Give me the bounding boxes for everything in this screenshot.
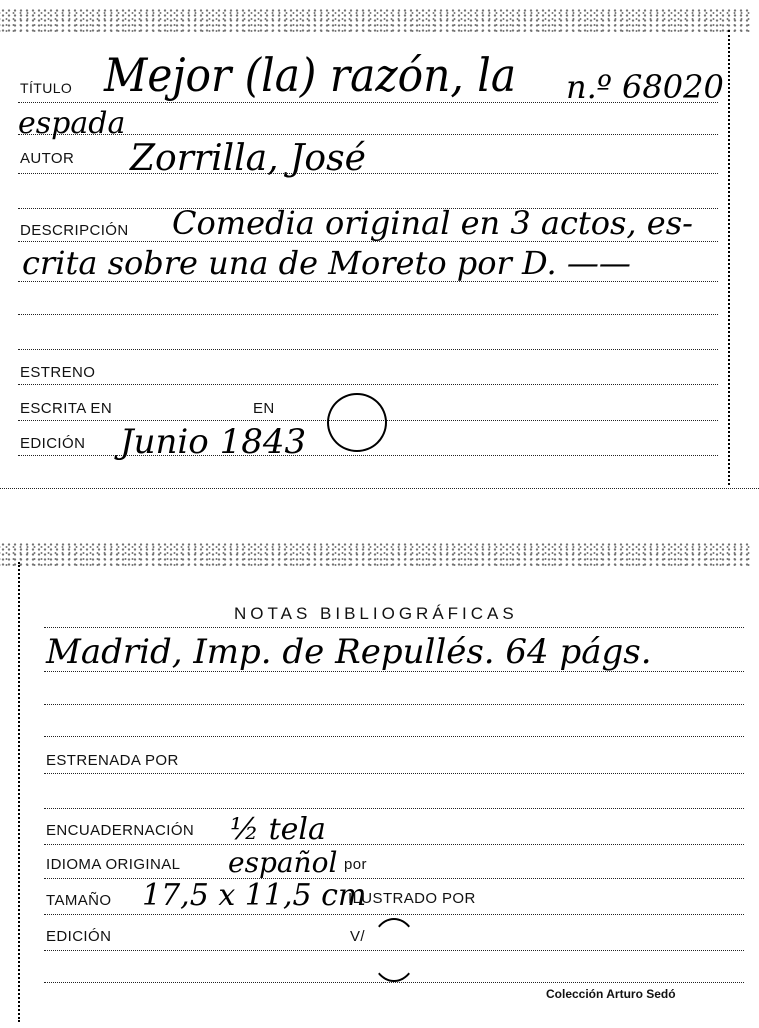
- estrenada-por-label: ESTRENADA POR: [46, 752, 179, 769]
- notas-heading: NOTAS BIBLIOGRÁFICAS: [234, 604, 518, 623]
- rule-line: [18, 349, 718, 350]
- card-left-border: [18, 562, 20, 1022]
- catalog-card-back: [0, 540, 759, 1028]
- v-label: V/: [350, 928, 365, 945]
- rule-line: [44, 671, 744, 672]
- descripcion-value-line2: crita sobre una de Moreto por D. ——: [22, 244, 631, 282]
- autor-value: Zorrilla, José: [130, 138, 366, 179]
- rule-line: [44, 914, 744, 915]
- tamano-value: 17,5 x 11,5 cm: [142, 878, 367, 913]
- catalog-card-front: [0, 0, 759, 495]
- encuadernacion-value: ½ tela: [230, 812, 326, 847]
- card-number: n.º 68020: [566, 68, 724, 106]
- rule-line: [44, 982, 744, 983]
- rule-line: [44, 736, 744, 737]
- edicion-label: EDICIÓN: [46, 928, 112, 945]
- titulo-value: Mejor (la) razón, la: [104, 48, 517, 102]
- rule-line: [44, 808, 744, 809]
- rule-line: [44, 773, 744, 774]
- encuadernacion-label: ENCUADERNACIÓN: [46, 822, 195, 839]
- autor-label: AUTOR: [20, 150, 75, 167]
- footer-collection: Colección Arturo Sedó: [546, 987, 676, 1001]
- rule-line: [18, 314, 718, 315]
- card-right-border: [728, 30, 730, 485]
- ilustrado-por-label: ILUSTRADO POR: [348, 890, 476, 907]
- en-label: EN: [253, 400, 275, 417]
- rule-line: [44, 950, 744, 951]
- rule-line: [44, 627, 744, 628]
- rule-line: [44, 844, 744, 845]
- titulo-value-continued: espada: [18, 106, 126, 141]
- notas-value: Madrid, Imp. de Repullés. 64 págs.: [46, 632, 652, 672]
- idioma-original-label: IDIOMA ORIGINAL: [46, 856, 181, 873]
- rule-line: [18, 173, 718, 174]
- edicion-label: EDICIÓN: [20, 435, 86, 452]
- descripcion-value-line1: Comedia original en 3 actos, es-: [172, 204, 693, 242]
- stamp-circle: [327, 393, 387, 452]
- card-top-edge: [0, 8, 751, 34]
- idioma-value: español: [228, 846, 338, 879]
- rule-line: [18, 384, 718, 385]
- escrita-en-label: ESCRITA EN: [20, 400, 113, 417]
- card-bottom-edge: [0, 488, 759, 489]
- por-label: por: [344, 856, 367, 873]
- card-top-edge: [0, 542, 751, 568]
- titulo-label: TÍTULO: [20, 80, 73, 96]
- descripcion-label: DESCRIPCIÓN: [20, 222, 129, 239]
- estreno-label: ESTRENO: [20, 364, 96, 381]
- edicion-value: Junio 1843: [120, 422, 307, 462]
- rule-line: [44, 704, 744, 705]
- tamano-label: TAMAÑO: [46, 892, 112, 909]
